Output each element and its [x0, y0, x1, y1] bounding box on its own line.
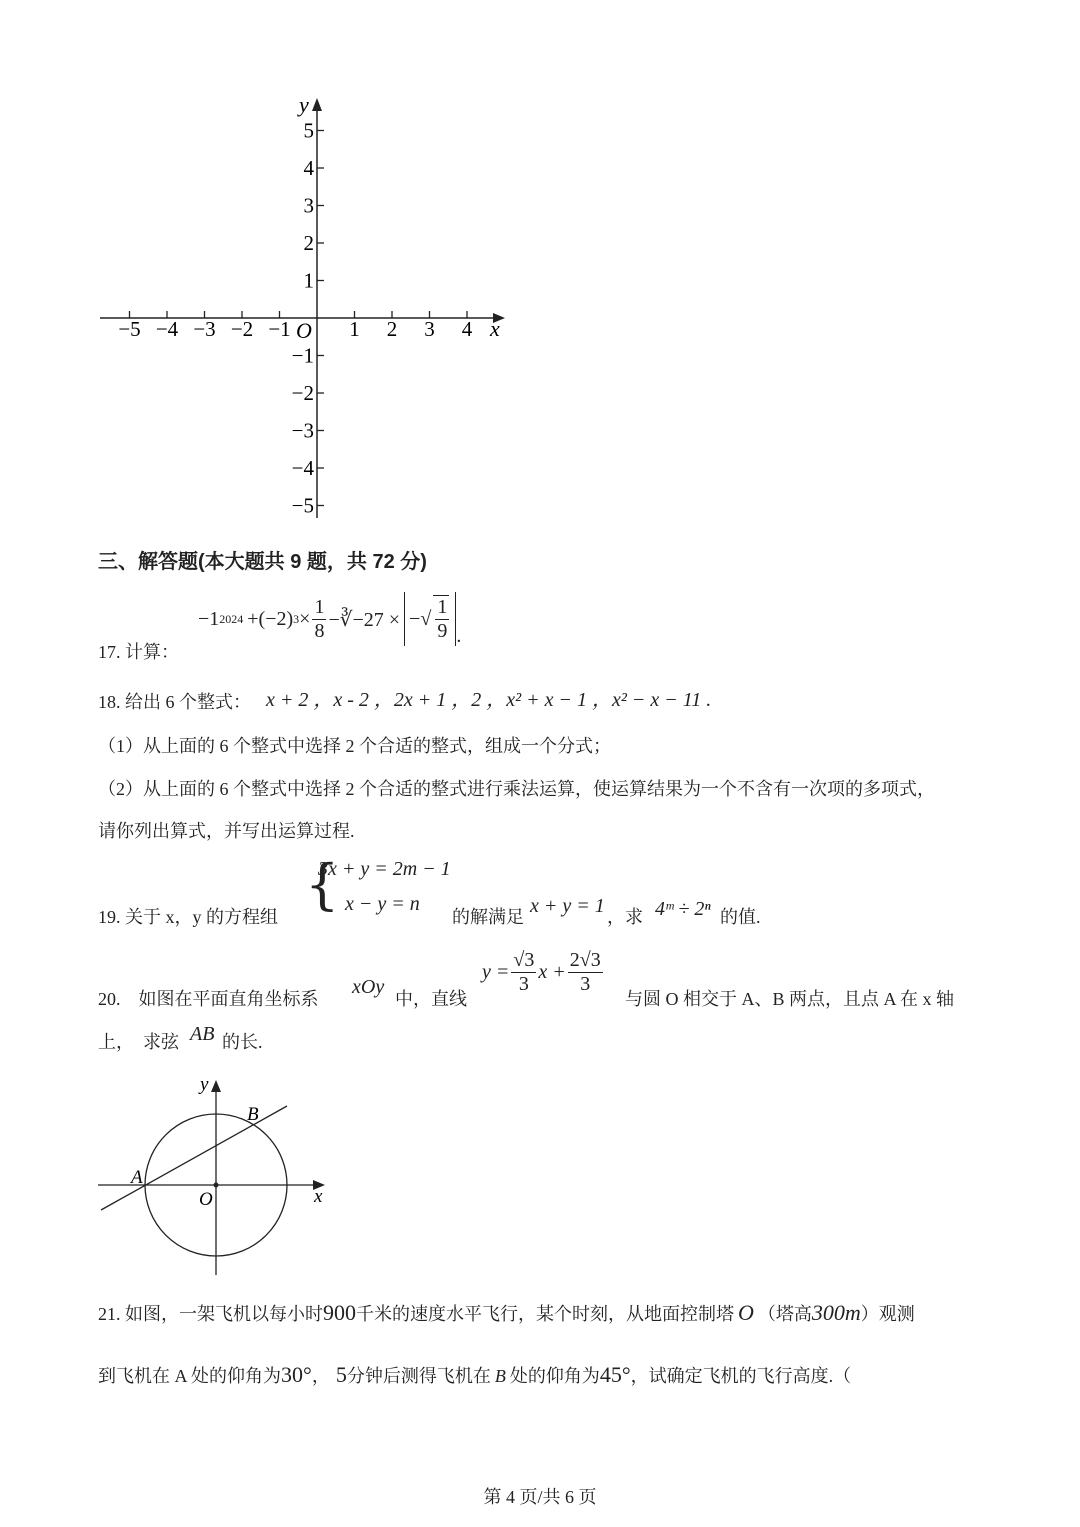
graph2-x-label: x — [314, 1186, 323, 1207]
q17-abs-num: 1 — [437, 596, 448, 618]
q18-intro: 18. 给出 6 个整式： — [98, 692, 251, 712]
q21-angle2: 45° — [599, 1362, 631, 1387]
q20-x-plus: x + — [538, 960, 566, 983]
q21-angle1: 30° — [281, 1362, 312, 1387]
q18-part1: （1）从上面的 6 个整式中选择 2 个合适的整式，组成一个分式； — [98, 736, 611, 756]
q21-l1a: 21. 如图，一架飞机以每小时 — [98, 1304, 323, 1324]
graph2-y-arrow-icon — [211, 1080, 221, 1092]
y-tick-label: −5 — [291, 493, 314, 518]
q17-cube-root: −∛−27 × — [328, 608, 401, 631]
y-tick-label: 3 — [303, 193, 314, 218]
q19-condition: x + y = 1 — [530, 895, 605, 917]
section-title: 三、解答题(本大题共 9 题，共 72 分) — [98, 551, 427, 573]
q17-expression — [198, 590, 461, 648]
x-tick-label: −5 — [118, 317, 141, 341]
q21-l2e: ，试确定飞机的飞行高度.（ — [630, 1366, 852, 1386]
q17-term-b: +(−2) — [247, 607, 294, 630]
q21-point-b: B — [494, 1366, 506, 1386]
point-a-label: A — [131, 1167, 143, 1188]
q17-exp-a: 2024 — [219, 611, 244, 626]
y-tick-label: 5 — [303, 118, 314, 143]
q17-frac-num: 1 — [314, 595, 325, 618]
q18-part2-cont: 请你列出算式，并写出运算过程. — [98, 821, 355, 841]
q20-system: xOy — [352, 976, 385, 998]
q19-mid: 的解满足 — [452, 907, 524, 927]
q18-expressions: x + 2 ，x - 2 ，2x + 1 ，2 ，x² + x − 1 ，x² − x − 11 . — [266, 689, 712, 711]
y-tick-label: 1 — [303, 268, 314, 293]
q17-frac-den: 8 — [314, 619, 325, 642]
point-b-label: B — [247, 1104, 259, 1125]
q21-l1d: ）观测 — [860, 1304, 915, 1324]
y-tick-label: 2 — [303, 231, 314, 255]
q19-brace: { — [305, 853, 340, 916]
q20-rest: 与圆 O 相交于 A、B 两点，且点 A 在 x 轴 — [625, 989, 955, 1009]
x-tick-label: 1 — [349, 317, 360, 341]
q17-fraction — [312, 596, 326, 643]
x-tick-label: 4 — [461, 317, 473, 341]
q18-part2: （2）从上面的 6 个整式中选择 2 个合适的整式进行乘法运算，使运算结果为一个不含有一次项的多项式， — [98, 779, 935, 799]
q21-minutes: 5 — [335, 1362, 347, 1387]
graph2-y-label: y — [200, 1074, 209, 1095]
x-axis-label: x — [490, 316, 500, 341]
q21-l2b: ， — [311, 1366, 330, 1386]
q21-speed: 900 — [323, 1300, 356, 1325]
x-tick-label: 3 — [424, 317, 435, 341]
q21-line1 — [98, 1300, 915, 1326]
q20-mid: 中，直线 — [395, 989, 467, 1009]
q20-end: 的长. — [222, 1032, 263, 1052]
x-tick-label: −4 — [155, 317, 179, 341]
q19-expr: 4ᵐ ÷ 2ⁿ — [655, 898, 711, 920]
q21-l2c: 分钟后测得飞机在 — [346, 1366, 491, 1386]
x-tick-label: −3 — [193, 317, 216, 341]
q21-height: 300m — [811, 1300, 861, 1325]
origin-label: O — [296, 318, 312, 343]
q17-term-a: −1 — [198, 607, 220, 630]
q20-frac2 — [568, 949, 603, 996]
q17-abs-fraction — [433, 595, 449, 643]
q20-frac2-den: 3 — [580, 972, 591, 995]
y-tick-label: −4 — [291, 456, 314, 480]
q19-eq1: 3x + y = 2m − 1 — [318, 858, 451, 880]
y-axis-label: y — [299, 92, 309, 117]
graph2-origin-label: O — [199, 1189, 213, 1210]
q20-frac1-num: √3 — [513, 948, 535, 971]
q17-label: 17. 计算： — [98, 642, 179, 662]
q21-l2a: 到飞机在 A 处的仰角为 — [98, 1366, 282, 1386]
y-tick-label: 4 — [303, 156, 314, 180]
q19-label: 19. 关于 x，y 的方程组 — [98, 907, 278, 927]
q21-l2d: 处的仰角为 — [509, 1366, 600, 1386]
q19-ask: ，求 — [607, 907, 643, 927]
circle-line-figure — [95, 1070, 335, 1280]
q21-l1b: 千米的速度水平飞行，某个时刻，从地面控制塔 — [356, 1304, 734, 1324]
y-tick-label: −3 — [291, 418, 314, 443]
q20-chord: AB — [190, 1023, 215, 1045]
x-tick-label: −1 — [268, 317, 291, 341]
q20-frac2-num: 2√3 — [569, 948, 601, 971]
q20-lhs: y = — [482, 960, 510, 983]
x-tick-label: −2 — [230, 317, 254, 341]
x-tick-label: 2 — [386, 317, 398, 341]
q17-times: × — [299, 607, 311, 630]
line-ab — [101, 1106, 287, 1210]
q19-eq2: x − y = n — [345, 893, 420, 915]
q21-line2 — [98, 1362, 851, 1388]
q19-end: 的值. — [720, 907, 761, 927]
q17-exp-b: 3 — [293, 611, 300, 626]
q20-label: 20. 如图在平面直角坐标系 — [98, 989, 319, 1009]
q17-abs — [404, 592, 456, 646]
q20-frac1 — [511, 949, 536, 996]
page-footer: 第 4 页/共 6 页 — [483, 1487, 597, 1507]
q20-frac1-den: 3 — [518, 972, 529, 995]
q17-period: . — [456, 625, 462, 647]
y-tick-label: −2 — [291, 381, 314, 405]
q17-abs-den: 9 — [437, 620, 448, 642]
q21-tower: O — [738, 1300, 754, 1325]
q17-abs-inner: −√ — [409, 607, 432, 630]
origin-dot — [214, 1183, 219, 1188]
q21-l1c: （塔高 — [757, 1304, 812, 1324]
coordinate-grid-figure — [95, 90, 515, 525]
q20-line-equation — [482, 942, 605, 1002]
y-axis-arrow-icon — [312, 98, 322, 111]
y-tick-label: −1 — [291, 343, 314, 368]
q20-line2: 上， 求弦 — [98, 1032, 179, 1052]
